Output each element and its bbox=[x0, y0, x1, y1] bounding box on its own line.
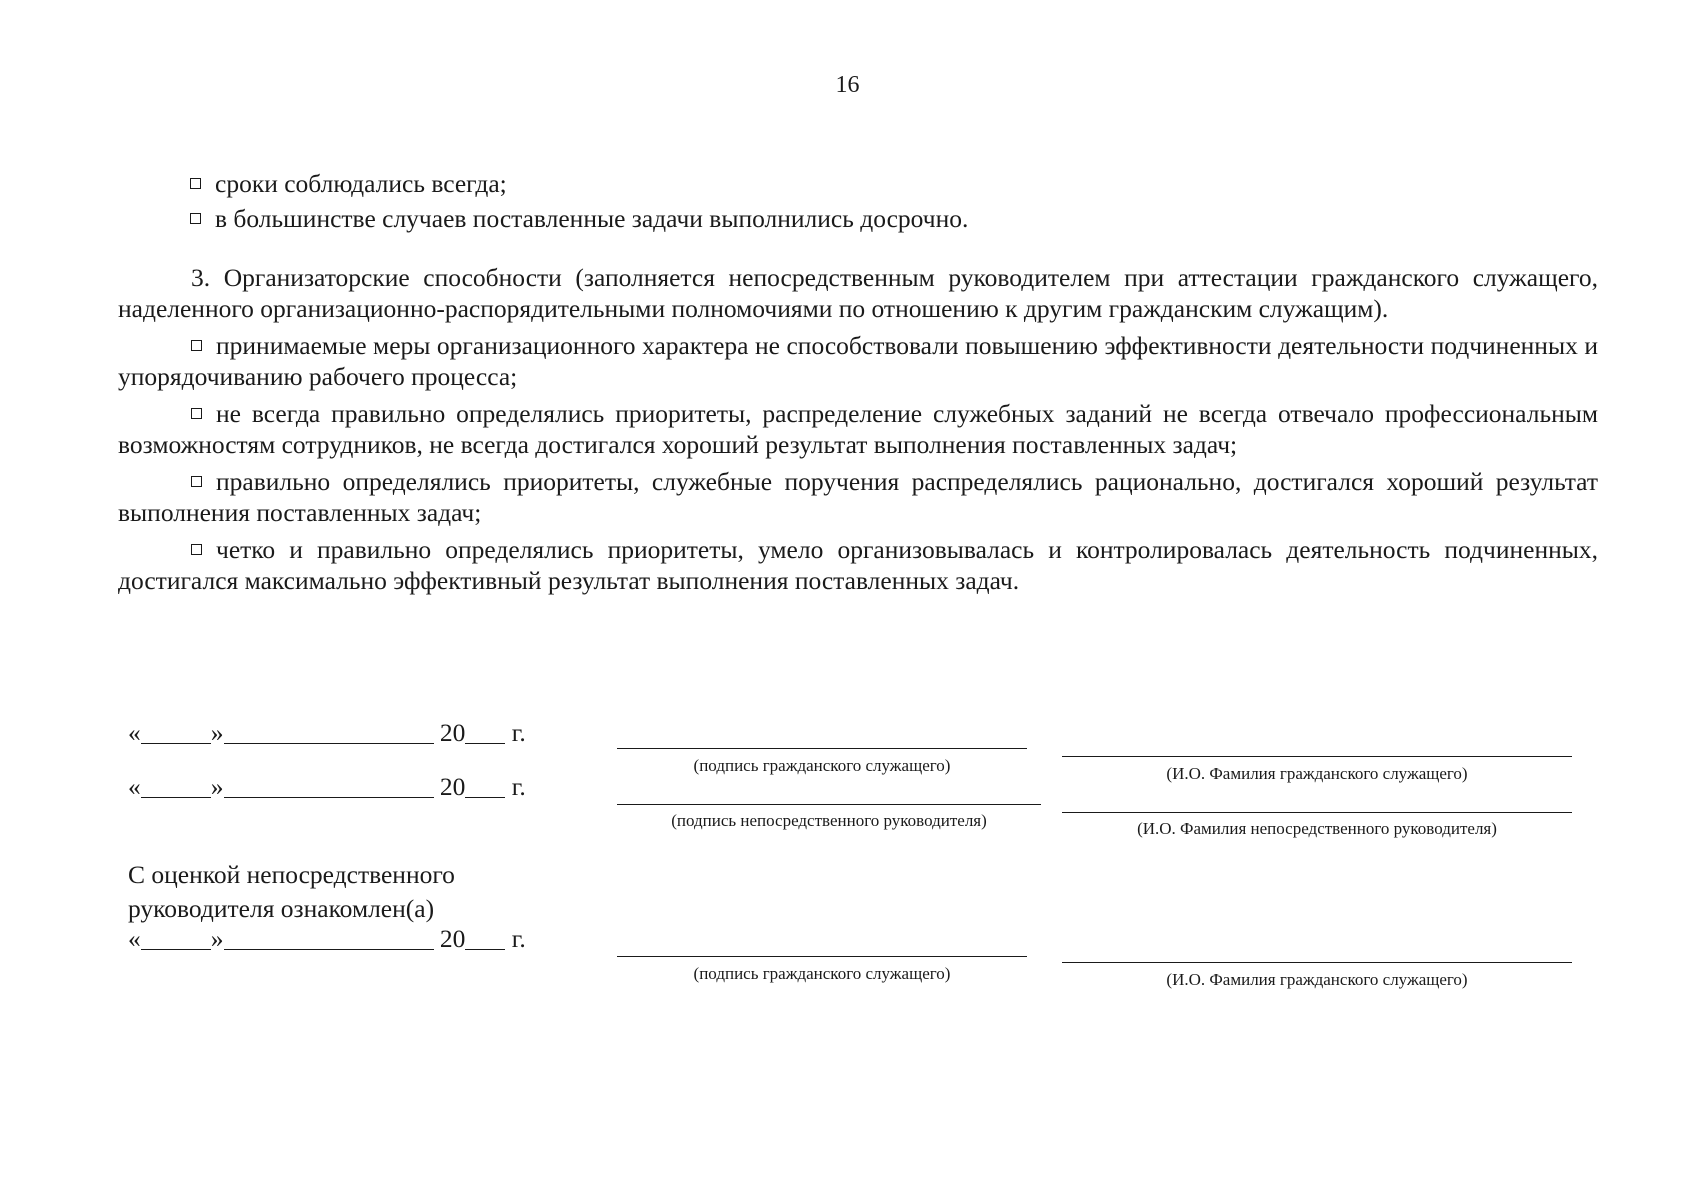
option-text: правильно определялись приоритеты, служебные поручения распределялись рационально, достигался хороший результат выполнения поставленных задач; bbox=[118, 467, 1598, 527]
date-field[interactable]: « » 20 г. bbox=[128, 772, 526, 801]
option-item bbox=[118, 398, 1598, 460]
year-blank[interactable] bbox=[465, 796, 505, 798]
signature-line[interactable] bbox=[617, 804, 1041, 805]
option-item bbox=[118, 330, 1598, 392]
option-item bbox=[190, 201, 968, 236]
date-field[interactable]: « » 20 г. bbox=[128, 718, 526, 747]
checkbox-icon[interactable] bbox=[190, 213, 201, 224]
day-blank[interactable] bbox=[141, 796, 211, 798]
option-item bbox=[190, 166, 968, 201]
signature-caption: (подпись гражданского служащего) bbox=[693, 756, 951, 775]
month-blank[interactable] bbox=[224, 796, 434, 798]
option-text: четко и правильно определялись приоритеты, умело организовывалась и контролировалась деятельность подчиненных, достигался максимально эффективный результат выполнения поставленных задач. bbox=[118, 535, 1598, 595]
name-caption: (И.О. Фамилия непосредственного руководителя) bbox=[1137, 819, 1497, 838]
name-line[interactable] bbox=[1062, 812, 1572, 813]
option-text: сроки соблюдались всегда; bbox=[215, 169, 507, 198]
signature-line[interactable] bbox=[617, 956, 1027, 957]
year-blank[interactable] bbox=[465, 742, 505, 744]
acknowledgement-line: С оценкой непосредственного bbox=[128, 860, 455, 889]
checkbox-icon[interactable] bbox=[191, 340, 202, 351]
name-caption: (И.О. Фамилия гражданского служащего) bbox=[1166, 970, 1468, 989]
year-blank[interactable] bbox=[465, 948, 505, 950]
timeliness-options bbox=[190, 166, 968, 236]
section-3-heading: 3. Организаторские способности (заполняется непосредственным руководителем при аттестации гражданского служащего, наделенного организационно-распорядительными полномочиями по отношению к другим гражданским служащим). bbox=[118, 263, 1598, 323]
page-number: 16 bbox=[835, 72, 860, 98]
signature-line[interactable] bbox=[617, 748, 1027, 749]
option-text: не всегда правильно определялись приоритеты, распределение служебных заданий не всегда отвечало профессиональным возможностям сотрудников, не всегда достигался хороший результат выполнения поставленных задач; bbox=[118, 399, 1598, 459]
checkbox-icon[interactable] bbox=[191, 544, 202, 555]
acknowledgement-line: руководителя ознакомлен(а) bbox=[128, 894, 435, 923]
checkbox-icon[interactable] bbox=[190, 178, 201, 189]
name-line[interactable] bbox=[1062, 756, 1572, 757]
option-text: в большинстве случаев поставленные задачи выполнились досрочно. bbox=[215, 204, 969, 233]
month-blank[interactable] bbox=[224, 742, 434, 744]
signature-caption: (подпись гражданского служащего) bbox=[693, 964, 951, 983]
name-caption: (И.О. Фамилия гражданского служащего) bbox=[1166, 764, 1468, 783]
day-blank[interactable] bbox=[141, 742, 211, 744]
checkbox-icon[interactable] bbox=[191, 408, 202, 419]
signature-caption: (подпись непосредственного руководителя) bbox=[671, 811, 987, 830]
name-line[interactable] bbox=[1062, 962, 1572, 963]
section-3 bbox=[118, 262, 1598, 596]
option-item bbox=[118, 534, 1598, 596]
date-field[interactable]: « » 20 г. bbox=[128, 924, 526, 953]
acknowledgement bbox=[128, 858, 455, 926]
checkbox-icon[interactable] bbox=[191, 476, 202, 487]
option-text: принимаемые меры организационного характера не способствовали повышению эффективности деятельности подчиненных и упорядочиванию рабочего процесса; bbox=[118, 331, 1598, 391]
option-item bbox=[118, 466, 1598, 528]
day-blank[interactable] bbox=[141, 948, 211, 950]
month-blank[interactable] bbox=[224, 948, 434, 950]
